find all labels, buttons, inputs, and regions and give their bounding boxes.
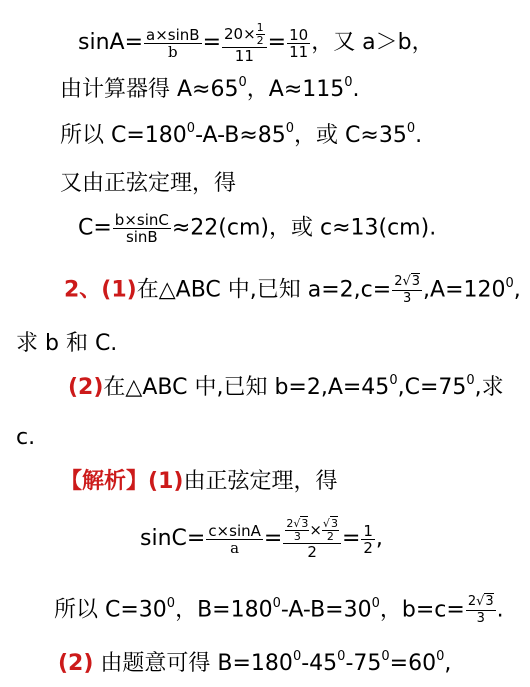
problem-2-1-cont [16,330,117,358]
text-segment: 在△ABC 中,已知 b=2,A=45 [103,375,390,400]
degree-sup: 0 [371,595,380,611]
radicand: 3 [330,517,338,530]
line-tail: ≈22(cm)，或 c≈13(cm). [171,215,437,241]
inner-denominator: 2 [326,530,334,543]
fraction-20-half-over-11 [222,22,267,64]
equals-sign: = [267,30,287,55]
inner-fraction-2root3-over-3 [285,518,309,543]
times-sign: × [309,521,322,539]
line-tail: , [375,526,383,551]
text-segment: ,C=75 [397,375,467,400]
degree-sup: 0 [292,649,302,664]
text-segment: =60 [389,651,437,676]
equals-sign: = [341,526,361,551]
half-numerator: 1 [256,21,264,34]
text-segment: 所以 C=30 [54,597,167,623]
fraction-b-sinC-over-sinB [113,212,171,245]
text-segment: ，B=180 [175,597,273,623]
degree-sup: 0 [166,595,176,611]
radicand: 3 [301,517,309,530]
so-C-line [60,122,422,153]
fraction-a-sinB-over-b [144,27,202,60]
degree-sup: 0 [238,75,247,90]
text-segment: -45 [301,651,338,676]
fraction-denominator: b [167,42,178,61]
sine-law-line [60,170,236,198]
inner-fraction-root3-over-2 [322,518,339,543]
radicand: 3 [411,274,421,289]
coefficient: 2 [394,274,403,289]
part-number: (2) [58,651,94,676]
equals-sign: = [202,30,221,55]
inner-numerator: √3 [322,517,338,530]
sinC-lhs: sinC= [140,526,206,551]
coefficient: 2 [467,594,477,609]
text-segment: . [496,597,504,623]
part-2-line [58,650,451,681]
problem-2-2 [68,374,504,405]
fraction-denominator: 2 [363,538,373,557]
text-segment: -A-B=30 [280,597,372,623]
fraction-numerator: 10 [289,25,309,44]
text-segment: 由正弦定理，得 [183,469,338,494]
degree-sup: 0 [436,649,445,664]
fraction-product-over-2 [283,518,341,560]
fraction-numerator: 2√3 [467,594,494,609]
fraction-denominator: a [230,538,240,557]
text-segment: . [352,77,360,102]
fraction-denominator: 11 [289,42,309,61]
degree-sup: 0 [186,121,196,136]
calculator-line [60,76,360,107]
fraction-numerator [222,22,267,48]
analysis-number: (1) [148,469,184,494]
degree-sup: 0 [466,373,475,388]
text-segment: 由计算器得 A≈65 [60,77,239,102]
fraction-numerator: 2√3 [394,274,421,289]
fraction-numerator: 1 [363,521,373,540]
text-segment: . [415,123,423,148]
text-segment: -75 [345,651,382,676]
degree-sup: 0 [389,373,398,388]
text-segment: ，A≈115 [246,77,345,102]
text-segment: , [513,277,521,303]
fraction-denominator: 3 [402,291,412,306]
fraction-numerator: a×sinB [146,25,200,44]
fraction-2root3-over-3 [466,594,496,627]
text-segment: 所以 C=180 [60,123,187,148]
degree-sup: 0 [505,275,514,291]
fraction-denominator: 2 [307,543,317,561]
text-segment: 又由正弦定理，得 [60,171,237,196]
degree-sup: 0 [406,121,416,136]
text-segment: , [444,651,452,676]
inner-numerator: 2√3 [286,517,309,530]
degree-sup: 0 [337,649,346,664]
degree-sup: 0 [381,649,390,664]
half-denominator: 2 [256,34,264,47]
text-segment: ,A=120 [423,277,506,303]
text-segment: -A-B≈85 [195,123,286,148]
half-fraction [256,22,265,47]
sinA-lhs: sinA= [78,30,144,55]
eq-sinA-line [78,22,434,64]
text-segment: ,求 [474,375,504,400]
text-segment: ，b=c= [379,597,465,623]
text-segment: c. [16,425,36,450]
fraction-denominator: 3 [476,611,485,626]
analysis-tag: 【解析】 [60,469,149,494]
fraction-numerator: c×sinA [208,521,261,540]
degree-sup: 0 [272,595,281,611]
text-segment: ，或 C≈35 [294,123,407,148]
problem-2-2-cont [16,424,35,452]
radicand: 3 [485,594,494,609]
coefficient: 2 [286,517,294,530]
fraction-2root3-over-3 [392,274,422,307]
fraction-denominator: 11 [234,47,254,65]
problem-2-1 [64,274,521,308]
equals-sign: = [263,526,283,551]
fraction-1-over-2 [361,523,375,556]
fraction-10-over-11 [287,27,310,60]
fraction-numerator: b×sinC [114,211,169,229]
so-result-line [54,594,504,628]
inner-denominator: 3 [293,530,301,543]
text-segment: 在△ABC 中,已知 a=2,c= [136,277,392,303]
degree-sup: 0 [285,121,295,136]
line-tail: ，又 a＞b， [311,30,434,55]
eq-sinC-line [140,518,383,560]
problem-number: (2) [68,375,104,400]
fraction-denominator: sinB [125,228,158,246]
fraction-numerator [283,518,341,544]
analysis-line [60,468,337,496]
fraction-c-sinA-over-a [206,523,263,556]
eq-C-line [78,212,436,245]
degree-sup: 0 [344,75,353,90]
text-segment: 由题意可得 B=180 [93,651,293,676]
C-lhs: C= [78,215,112,241]
numerator-text: 20× [224,25,256,43]
problem-number: 2、(1) [64,277,137,303]
text-segment: 求 b 和 C. [16,331,118,356]
